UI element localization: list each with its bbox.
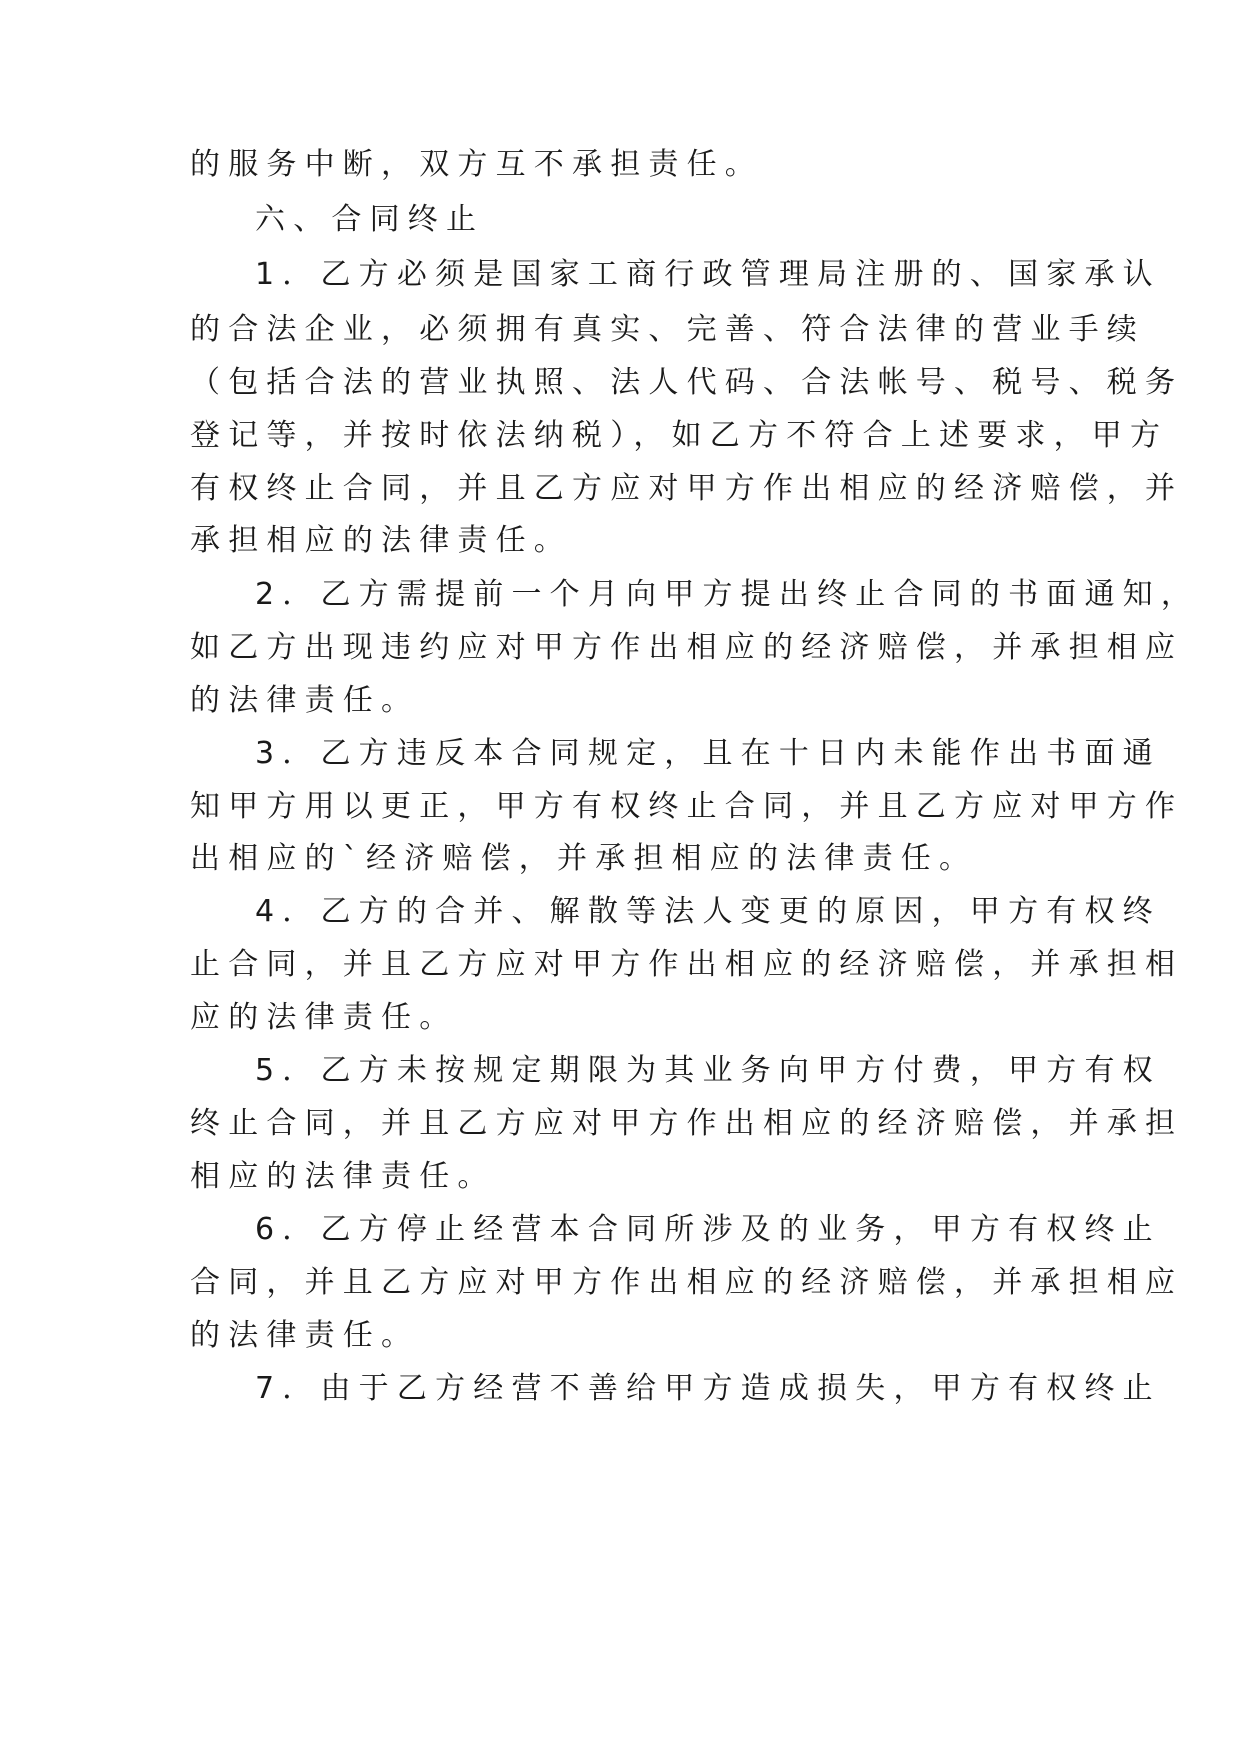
text-line: 2．乙方需提前一个月向甲方提出终止合同的书面通知，: [255, 577, 1200, 612]
text-line: 4．乙方的合并、解散等法人变更的原因，甲方有权终: [255, 894, 1161, 929]
section-heading: 六、合同终止: [255, 202, 485, 237]
text-line: 的服务中断，双方互不承担责任。: [190, 147, 763, 182]
text-line: 6．乙方停止经营本合同所涉及的业务，甲方有权终止: [255, 1212, 1161, 1247]
text-line: 登记等，并按时依法纳税），如乙方不符合上述要求，甲方: [190, 418, 1169, 453]
text-line: 的合法企业，必须拥有真实、完善、符合法律的营业手续: [190, 312, 1145, 347]
text-line: （包括合法的营业执照、法人代码、合法帐号、税号、税务: [190, 365, 1184, 400]
text-line: 1．乙方必须是国家工商行政管理局注册的、国家承认: [255, 257, 1161, 292]
text-line: 相应的法律责任。: [190, 1159, 496, 1194]
text-line: 3．乙方违反本合同规定，且在十日内未能作出书面通: [255, 736, 1161, 771]
text-line: 5．乙方未按规定期限为其业务向甲方付费，甲方有权: [255, 1053, 1161, 1088]
text-line: 应的法律责任。: [190, 1000, 458, 1035]
text-line: 如乙方出现违约应对甲方作出相应的经济赔偿，并承担相应: [190, 630, 1184, 665]
text-line: 出相应的`经济赔偿，并承担相应的法律责任。: [190, 841, 978, 876]
text-line: 知甲方用以更正，甲方有权终止合同，并且乙方应对甲方作: [190, 789, 1184, 824]
text-line: 止合同，并且乙方应对甲方作出相应的经济赔偿，并承担相: [190, 947, 1184, 982]
text-line: 合同，并且乙方应对甲方作出相应的经济赔偿，并承担相应: [190, 1265, 1184, 1300]
text-line: 终止合同，并且乙方应对甲方作出相应的经济赔偿，并承担: [190, 1106, 1184, 1141]
text-line: 7．由于乙方经营不善给甲方造成损失，甲方有权终止: [255, 1371, 1161, 1406]
text-line: 承担相应的法律责任。: [190, 523, 572, 558]
text-line: 有权终止合同，并且乙方应对甲方作出相应的经济赔偿，并: [190, 471, 1184, 506]
text-line: 的法律责任。: [190, 683, 420, 718]
text-line: 的法律责任。: [190, 1318, 420, 1353]
